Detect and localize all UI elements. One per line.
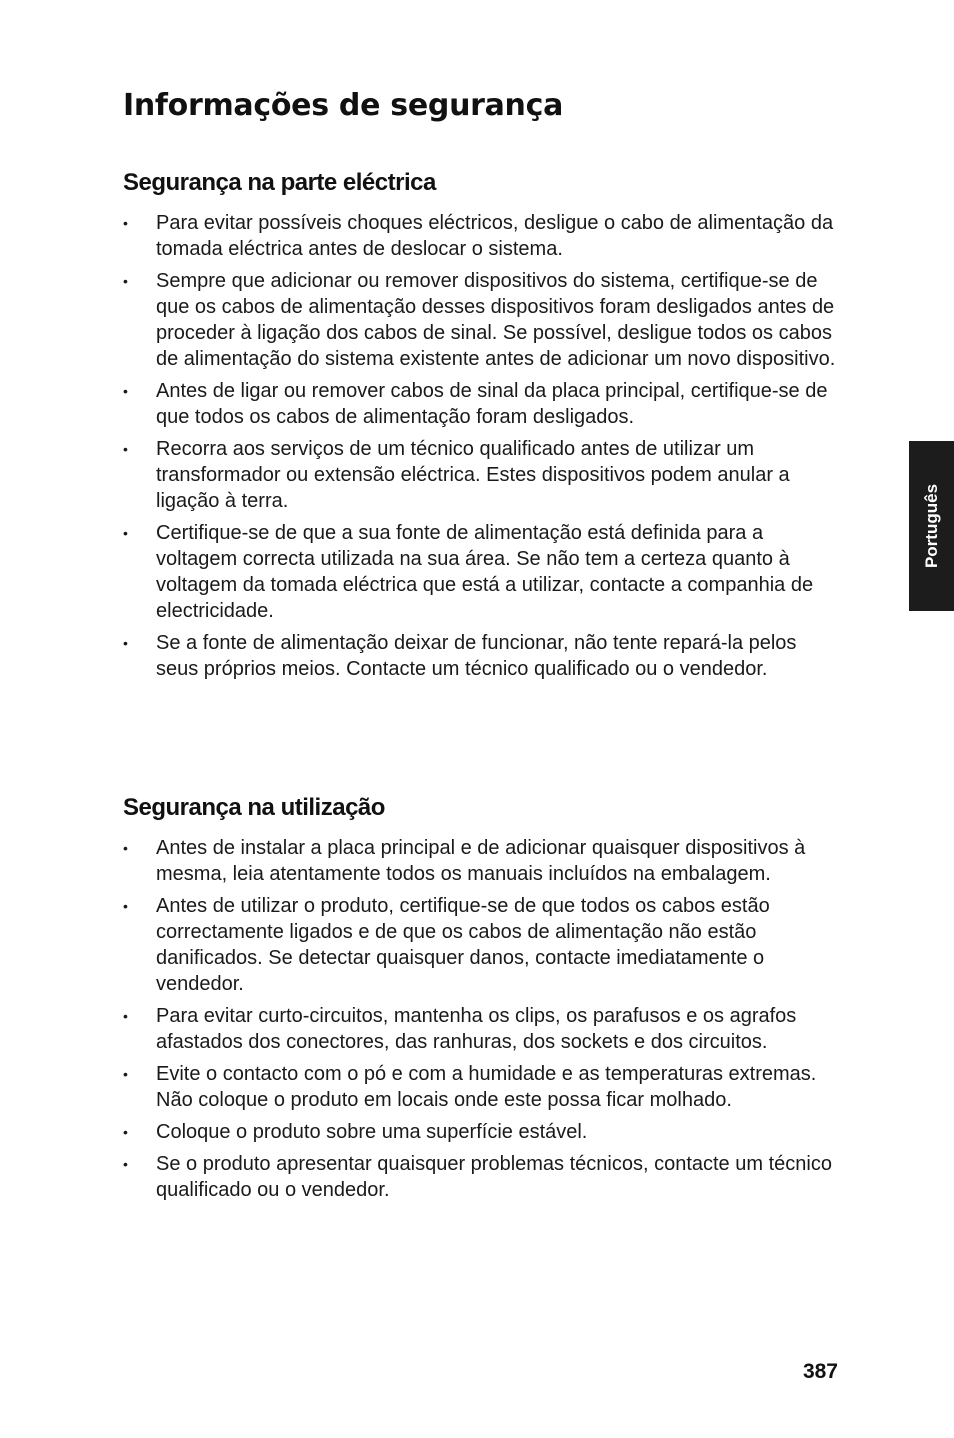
- section-operation-safety: [123, 791, 843, 1209]
- bullet-icon: •: [123, 898, 128, 914]
- list-item: [123, 520, 843, 624]
- language-tab: [909, 441, 954, 611]
- list-item-text: Certifique-se de que a sua fonte de alimentação está definida para a voltagem correcta utilizada na sua área. Se não tem a certeza quanto à voltagem da tomada eléctrica que está a utilizar, contacte a companhia de electricidade.: [156, 522, 814, 622]
- list-item: [123, 835, 843, 887]
- bullet-icon: •: [123, 1008, 128, 1024]
- page-number: 387: [802, 1360, 838, 1383]
- bullet-icon: •: [123, 1066, 128, 1082]
- list-item: [123, 1003, 843, 1055]
- list-item-text: Recorra aos serviços de um técnico qualificado antes de utilizar um transformador ou extensão eléctrica. Estes dispositivos podem anular a ligação à terra.: [156, 438, 790, 512]
- list-item-text: Antes de utilizar o produto, certifique-se de que todos os cabos estão correctamente ligados e de que os cabos de alimentação não estão danificados. Se detectar quaisquer danos, contacte imediatamente o vendedor.: [156, 895, 770, 995]
- list-item-text: Sempre que adicionar ou remover dispositivos do sistema, certifique-se de que os cabos de alimentação desses dispositivos foram desligados antes de proceder à ligação dos cabos de sinal. Se possível, desligue todos os cabos de alimentação do sistema existente antes de adicionar um novo dispositivo.: [156, 270, 836, 370]
- section-electrical-safety: [123, 166, 843, 688]
- bullet-icon: •: [123, 840, 128, 856]
- bullet-icon: •: [123, 1156, 128, 1172]
- language-tab-label: Português: [921, 483, 941, 569]
- list-item: [123, 210, 843, 262]
- bullet-icon: •: [123, 273, 128, 289]
- list-item-text: Antes de instalar a placa principal e de adicionar quaisquer dispositivos à mesma, leia atentamente todos os manuais incluídos na embalagem.: [156, 837, 806, 885]
- list-item-text: Para evitar possíveis choques eléctricos, desligue o cabo de alimentação da tomada eléctrica antes de deslocar o sistema.: [156, 212, 834, 260]
- bullet-icon: •: [123, 215, 128, 231]
- list-item: [123, 1119, 843, 1145]
- bullet-list: [123, 210, 843, 682]
- bullet-icon: •: [123, 525, 128, 541]
- bullet-icon: •: [123, 441, 128, 457]
- list-item: [123, 436, 843, 514]
- list-item-text: Para evitar curto-circuitos, mantenha os clips, os parafusos e os agrafos afastados dos conectores, das ranhuras, dos sockets e dos circuitos.: [156, 1005, 797, 1053]
- list-item: [123, 630, 843, 682]
- list-item-text: Evite o contacto com o pó e com a humidade e as temperaturas extremas. Não coloque o produto em locais onde este possa ficar molhado.: [156, 1063, 817, 1111]
- list-item-text: Antes de ligar ou remover cabos de sinal da placa principal, certifique-se de que todos os cabos de alimentação foram desligados.: [156, 380, 828, 428]
- section-title: Segurança na parte eléctrica: [123, 169, 436, 196]
- list-item-text: Se o produto apresentar quaisquer problemas técnicos, contacte um técnico qualificado ou o vendedor.: [156, 1153, 832, 1201]
- list-item: [123, 268, 843, 372]
- page-title: Informações de segurança: [123, 88, 564, 123]
- list-item: [123, 1151, 843, 1203]
- list-item: [123, 893, 843, 997]
- bullet-list: [123, 835, 843, 1203]
- list-item-text: Se a fonte de alimentação deixar de funcionar, não tente repará-la pelos seus próprios meios. Contacte um técnico qualificado ou o vendedor.: [156, 632, 797, 680]
- bullet-icon: •: [123, 1124, 128, 1140]
- list-item: [123, 1061, 843, 1113]
- list-item-text: Coloque o produto sobre uma superfície estável.: [156, 1121, 588, 1143]
- section-title: Segurança na utilização: [123, 794, 385, 821]
- bullet-icon: •: [123, 383, 128, 399]
- bullet-icon: •: [123, 635, 128, 651]
- list-item: [123, 378, 843, 430]
